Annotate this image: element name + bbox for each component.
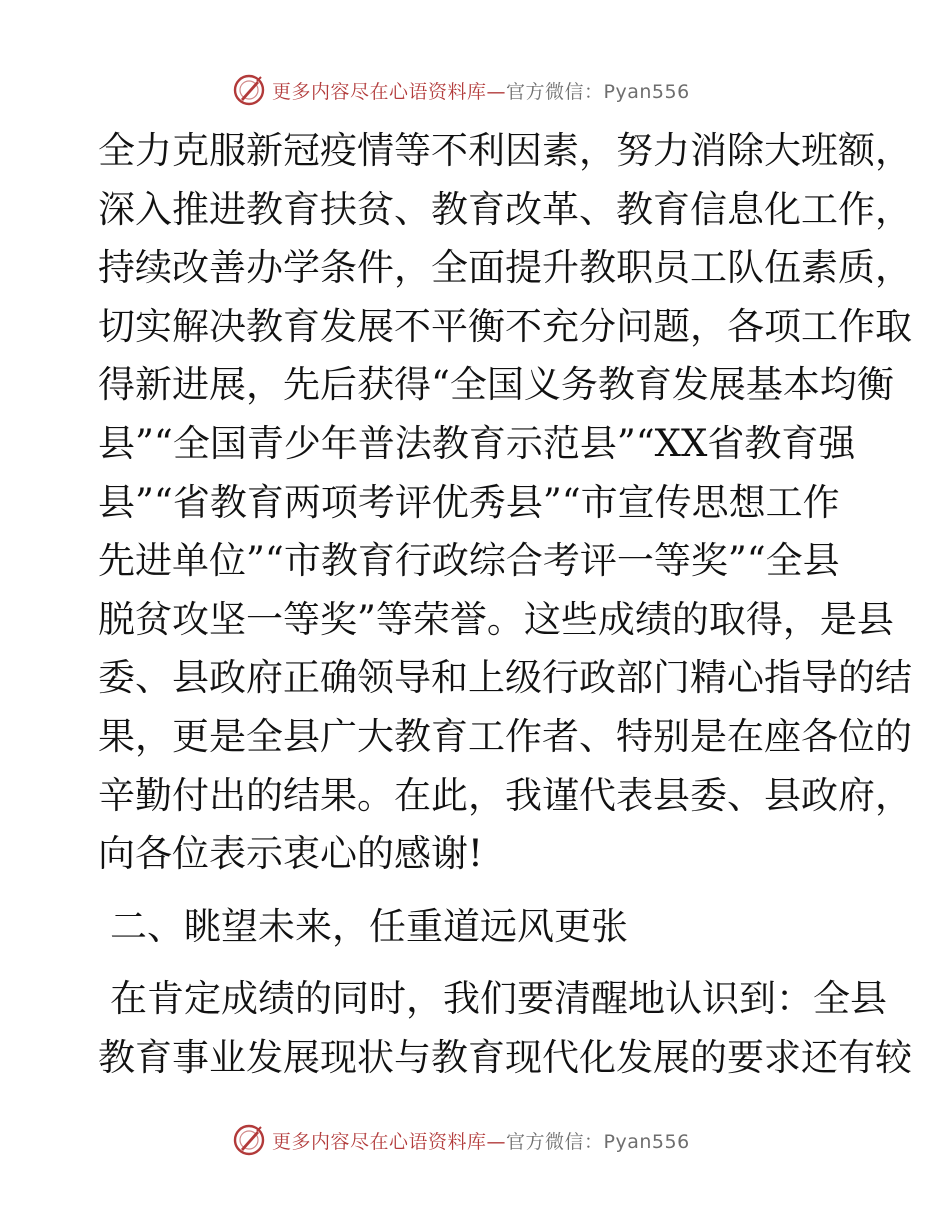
footer-banner — [232, 1120, 690, 1160]
paragraph-line: 脱贫攻坚一等奖”等荣誉。这些成绩的取得，是县 — [98, 597, 894, 641]
paragraph-line: 县”“全国青少年普法教育示范县”“XX省教育强 — [98, 421, 856, 465]
section-heading: 二、眺望未来，任重道远风更张 — [110, 904, 628, 948]
paragraph-line: 辛勤付出的结果。在此，我谨代表县委、县政府， — [98, 773, 912, 817]
paragraph-line: 全力克服新冠疫情等不利因素，努力消除大班额， — [98, 129, 912, 172]
banner-wechat-text: 官方微信：Pyan556 — [506, 80, 690, 103]
banner-wechat-text: 官方微信：Pyan556 — [506, 1130, 690, 1153]
body-text — [98, 122, 912, 1088]
banner-site-text: 更多内容尽在心语资料库 — [272, 80, 487, 103]
paragraph-line: 教育事业发展现状与教育现代化发展的要求还有较 — [98, 1035, 912, 1079]
paragraph-line: 委、县政府正确领导和上级行政部门精心指导的结 — [98, 656, 912, 700]
paragraph-line: 先进单位”“市教育行政综合考评一等奖”“全县 — [98, 539, 840, 583]
banner-text — [272, 1127, 690, 1154]
banner-dash: — — [486, 1130, 507, 1153]
paragraph-line: 在肯定成绩的同时，我们要清醒地认识到：全县 — [110, 977, 887, 1021]
paragraph-line: 县”“省教育两项考评优秀县”“市宣传思想工作 — [98, 480, 840, 524]
paragraph-line: 持续改善办学条件，全面提升教职员工队伍素质， — [98, 246, 912, 290]
paragraph-line: 切实解决教育发展不平衡不充分问题，各项工作取 — [98, 304, 912, 348]
header-banner — [232, 70, 690, 110]
quill-pen-circle-logo-icon — [232, 73, 266, 107]
paragraph-line: 果，更是全县广大教育工作者、特别是在座各位的 — [98, 714, 912, 758]
paragraph-line: 向各位表示衷心的感谢! — [98, 832, 483, 876]
paragraph-line: 得新进展，先后获得“全国义务教育发展基本均衡 — [98, 363, 894, 407]
paragraph-line: 深入推进教育扶贫、教育改革、教育信息化工作， — [98, 187, 912, 231]
banner-dash: — — [486, 80, 507, 103]
banner-site-text: 更多内容尽在心语资料库 — [272, 1130, 487, 1153]
quill-pen-circle-logo-icon — [232, 1123, 266, 1157]
banner-text — [272, 77, 690, 104]
